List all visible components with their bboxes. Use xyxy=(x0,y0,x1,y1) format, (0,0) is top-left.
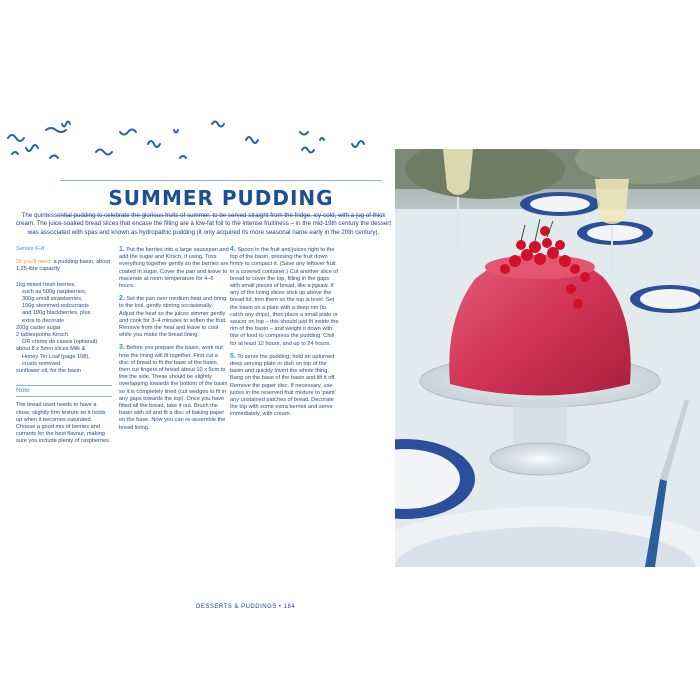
recipe-title: SUMMER PUDDING xyxy=(108,186,334,210)
note-heading: Note xyxy=(16,385,112,397)
ingredients-column xyxy=(16,246,112,446)
step-number: 2. xyxy=(119,295,125,303)
ingredient-item: 200g caster sugar xyxy=(16,324,61,331)
method-step xyxy=(119,344,229,431)
ingredient-item: sunflower oil, for the basin xyxy=(16,368,81,375)
step-number: 1. xyxy=(119,246,125,253)
ingredient-list xyxy=(16,282,112,376)
confetti-decoration xyxy=(0,110,395,180)
ingredient-item: 2 tablespoons Kirsch xyxy=(16,332,68,339)
step-text: Before you prepare the basin, work out how the lining will fit together. First cut a disc of bread to fit the base of the basin, then cut fingers of bread about 10 x 5cm to line the side. These should be slightly overlapping towards the bottom of the basin so it is completely lined (cut wedges to fit in any gaps towards the top). Once you have fitted all the bread, take it out. Brush the basin with oil and fit a disc of baking paper on the base. Now you can re-assemble the bread lining. xyxy=(119,345,228,431)
recipe-intro: The quintessential pudding to celebrate the glorious fruits of summer, to be served straight from the fridge, icy-cold, with a jug of thick cream. The juice-soaked bread slices that encase the filling are a low-fat foil to the intense fruitiness – in the mid-19th century the dessert was associated with spas and known as hydropathic pudding (it only acquired its more seasonal name early in the 20th century). xyxy=(15,212,392,236)
step-text: Set the pan over medium heat and bring to the boil, gently stirring occasionally. Adjust the heat so the juices simmer gently and cook for 3–4 minutes to soften the fruit. Remove from the heat and leave to cool while you make the bread lining. xyxy=(119,296,227,339)
ingredient-item: such as 500g raspberries, xyxy=(22,288,87,295)
ingredient-item: OR crème de cassis (optional) xyxy=(22,339,98,346)
ingredient-item: 300g small strawberries, xyxy=(22,296,83,303)
method-step xyxy=(230,246,340,348)
method-step xyxy=(230,353,340,419)
step-text: To serve the pudding, hold an upturned deep serving plate or dish on top of the basin and quickly invert the whole thing. Bang on the base of the basin and lift it off. Remove the paper disc. If necessary, use juices in the reserved fruit mixture to 'paint' any unstained patches of bread. Decorate the top with some extra berries and serve immediately, with cream. xyxy=(230,353,336,418)
you-need-text: a pudding basin, about 1.25-litre capacity xyxy=(16,259,111,273)
ingredient-item: and 100g blackberries, plus xyxy=(22,310,91,317)
serves-label: Serves 6–8 xyxy=(16,246,45,252)
ingredient-item: Honey Tin Loaf (page 108), xyxy=(22,353,90,360)
summer-pudding-photo xyxy=(395,149,700,567)
page-footer: DESSERTS & PUDDINGS • 184 xyxy=(196,604,296,610)
method-step xyxy=(119,246,229,290)
ingredient-item: 1kg mixed fresh berries, xyxy=(16,281,76,288)
equipment-needed xyxy=(16,259,112,273)
step-number: 3. xyxy=(119,344,125,352)
note-text: The bread used needs to have a close, slightly firm texture so it holds up when it becomes saturated. Choose a good mix of berries and currants for the best flavour, making sure you include plenty of raspberries. xyxy=(16,402,111,445)
ingredient-item: 100g stemmed redcurrants xyxy=(22,303,89,310)
recipe-title-bar xyxy=(60,180,382,216)
ingredient-item: extra to decorate xyxy=(22,317,64,324)
method-column-2 xyxy=(230,246,340,424)
you-need-label: Or you'll need: xyxy=(16,259,52,266)
step-text: Put the berries into a large saucepan and add the sugar and Kirsch, if using. Toss everything together gently so the berries are coated in sugar. Cover the pan and leave to macerate at room temperature for 4–6 hours. xyxy=(119,247,229,290)
method-step xyxy=(119,295,229,339)
step-number: 5. xyxy=(230,352,236,360)
ingredient-item: about 8 x 5mm slices Milk & xyxy=(16,346,86,353)
ingredient-item: crusts removed xyxy=(22,360,61,367)
step-number: 4. xyxy=(230,246,236,253)
step-text: Spoon in the fruit and juices right to the top of the basin, pressing the fruit down firmly to compact it. (Save any leftover fruit in a covered container.) Cut another slice of bread to cover the top, filling in the gaps with small pieces of bread, like a jigsaw. If any of the lining slices stick up above the bread lid, trim them so the top is level. Set the basin on a plate with a deep rim (to catch any drips), then place a small plate or saucer on top – this should just fit inside the rim of the basin – and weight it down with tins of food to compress the pudding. Chill for at least 12 hours, and up to 24 hours. xyxy=(230,247,339,347)
method-column-1 xyxy=(119,246,229,437)
